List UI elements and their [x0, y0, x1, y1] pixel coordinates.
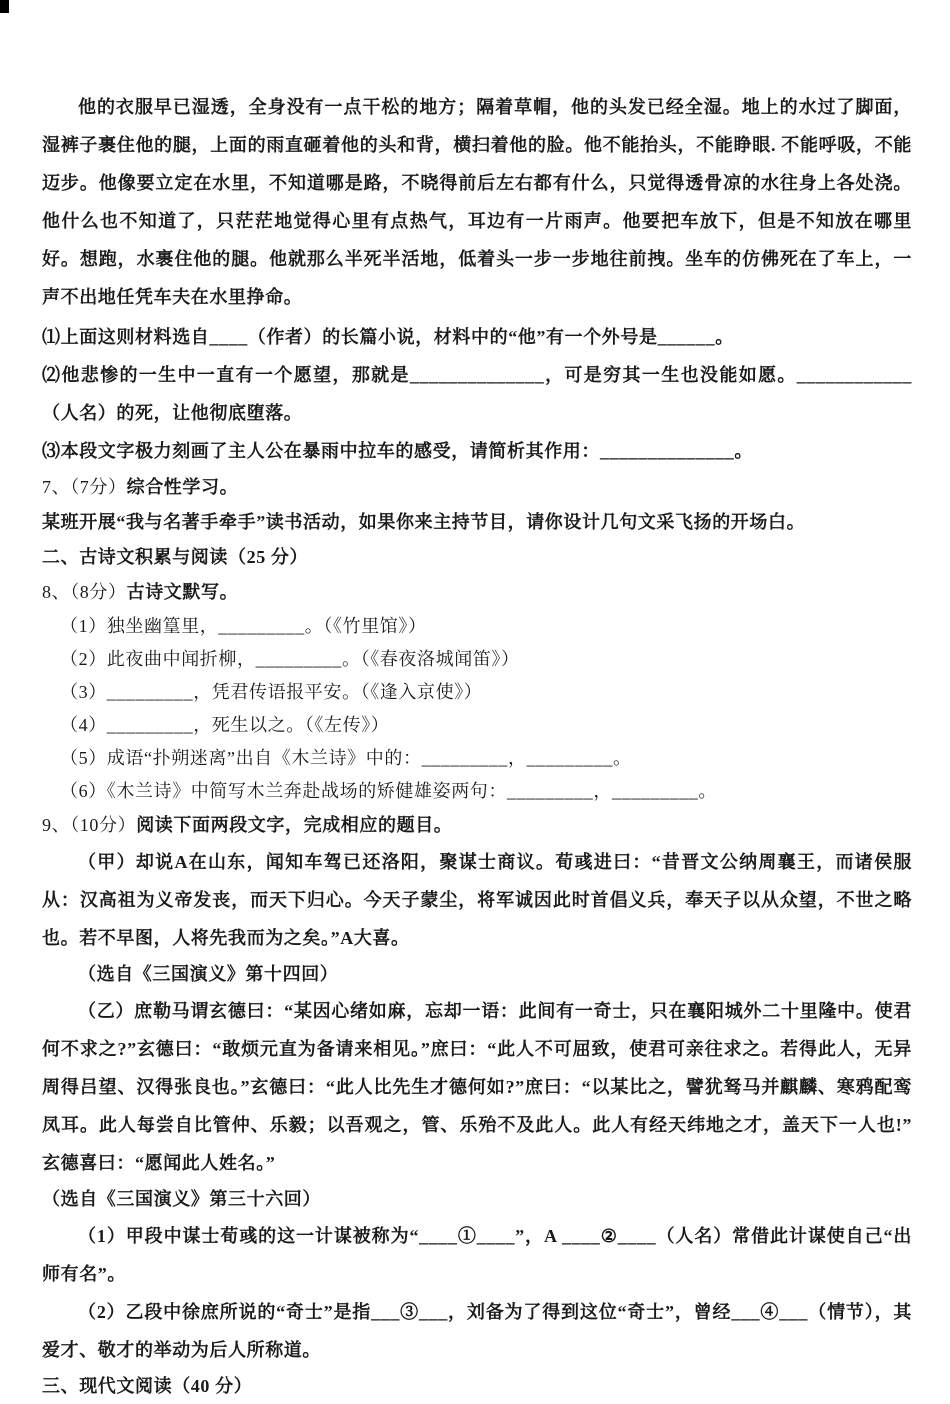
reading-passage: 他的衣服早已湿透，全身没有一点干松的地方；隔着草帽，他的头发已经全湿。地上的水过了脚面，湿裤子裹住他的腿，上面的雨直砸着他的头和背，横扫着他的脸。他不能抬头，不能睁眼. 不能呼吸，不能迈步。他像要立定在水里，不知道哪是路，不晓得前后左右都有什么，只觉得透骨凉的水往身上各处浇。他什么也不知道了，只茫茫地觉得心里有点热气，耳边有一片雨声。他要把车放下，但是不知放在哪里好。想跑，水裹住他的腿。他就那么半死半活地，低着头一步一步地往前拽。坐车的仿佛死在了车上，一声不出地任凭车夫在水里挣命。	[42, 97, 912, 307]
dictation-item-6: （6）《木兰诗》中简写木兰奔赴战场的矫健雄姿两句：_________，_________。	[60, 781, 717, 801]
passage-question-2: ⑵他悲惨的一生中一直有一个愿望，那就是______________，可是穷其一生也没能如愿。____________（人名）的死，让他彻底堕落。	[42, 365, 912, 423]
question-9-title: 阅读下面两段文字，完成相应的题目。	[136, 815, 453, 835]
dictation-item-3: （3）_________，凭君传语报平安。（《逢入京使》）	[60, 682, 483, 702]
question-9-number: 9、（10分）	[42, 815, 137, 835]
question-8-title: 古诗文默写。	[126, 582, 239, 602]
dictation-item-2: （2）此夜曲中闻折柳，_________。（《春夜洛城闻笛》）	[60, 649, 520, 669]
dictation-item-1: （1）独坐幽篁里，_________。（《竹里馆》）	[60, 616, 427, 636]
passage-question-1: ⑴上面这则材料选自____（作者）的长篇小说，材料中的“他”有一个外号是______。	[42, 327, 734, 347]
dictation-item-4: （4）_________，死生以之。（《左传》）	[60, 715, 390, 735]
passage-question-3: ⑶本段文字极力刻画了主人公在暴雨中拉车的感受，请简析其作用：______________。	[42, 441, 753, 461]
question-9-sub-2: （2）乙段中徐庶所说的“奇士”是指___③___，刘备为了得到这位“奇士”，曾经___④___（情节），其爱才、敬才的举动为后人所称道。	[42, 1302, 912, 1360]
passage-jia-source: （选自《三国演义》第十四回）	[78, 964, 339, 984]
section-3-heading: 三、现代文阅读（40 分）	[42, 1376, 253, 1396]
question-7-title: 综合性学习。	[126, 477, 239, 497]
question-9-heading	[42, 808, 912, 843]
passage-jia: （甲）却说A在山东，闻知车驾已还洛阳，聚谋士商议。荀彧进曰：“昔晋文公纳周襄王，而诸侯服从：汉高祖为义帝发丧，而天下归心。今天子蒙尘，将军诚因此时首倡义兵，奉天子以从众望，不世之略也。若不早图，人将先我而为之矣。”A大喜。	[42, 852, 912, 948]
question-8-number: 8、（8分）	[42, 582, 127, 602]
scan-corner-artifact	[0, 0, 9, 13]
passage-yi: （乙）庶勒马谓玄德曰：“某因心绪如麻，忘却一语：此间有一奇士，只在襄阳城外二十里隆中。使君何不求之?”玄德曰：“敢烦元直为备请来相见。”庶曰：“此人不可屈致，使君可亲往求之。若得此人，无异周得吕望、汉得张良也。”玄德曰：“此人比先生才德何如?”庶曰：“以某比之，譬犹驽马并麒麟、寒鸦配鸾凤耳。此人每尝自比管仲、乐毅；以吾观之，管、乐殆不及此人。此人有经天纬地之才，盖天下一人也!”玄德喜曰：“愿闻此人姓名。”	[42, 1001, 912, 1173]
question-7-prompt: 某班开展“我与名著手牵手”读书活动，如果你来主持节目，请你设计几句文采飞扬的开场白。	[42, 512, 806, 532]
question-9-sub-1: （1）甲段中谋士荀彧的这一计谋被称为“____①____”，A ____②____（人名）常借此计谋使自己“出师有名”。	[42, 1226, 912, 1284]
question-8-heading	[42, 575, 912, 610]
question-7-number: 7、（7分）	[42, 477, 127, 497]
dictation-item-5: （5）成语“扑朔迷离”出自《木兰诗》中的：_________，_________。	[60, 748, 632, 768]
question-7-heading	[42, 470, 912, 505]
passage-yi-source: （选自《三国演义》第三十六回）	[42, 1189, 321, 1209]
section-2-heading: 二、古诗文积累与阅读（25 分）	[42, 547, 309, 567]
